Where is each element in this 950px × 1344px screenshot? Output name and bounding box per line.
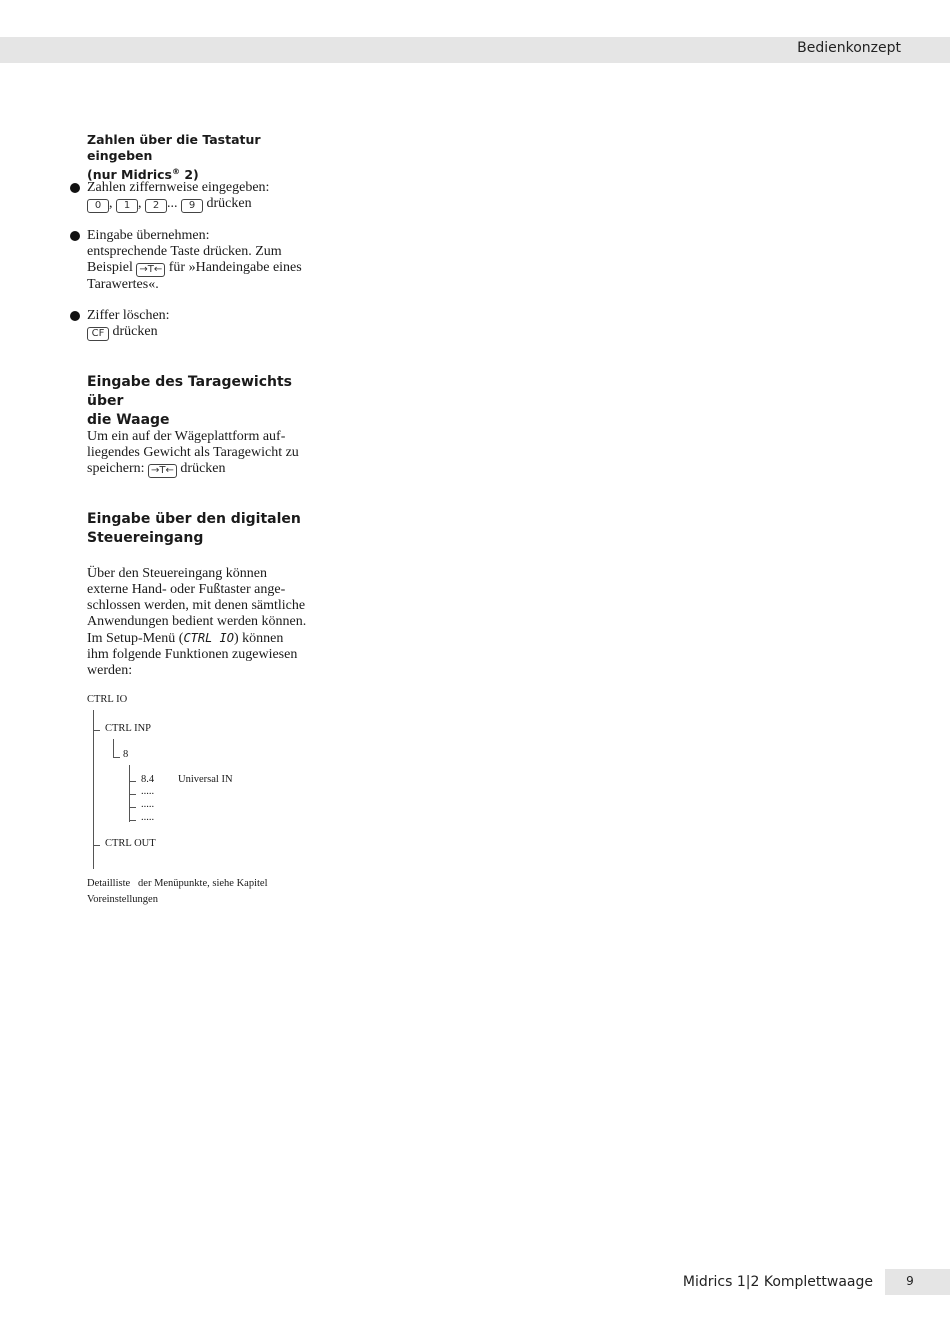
- section1-heading-line1: Zahlen über die Tastatur eingeben: [87, 132, 261, 163]
- bullet-digits-label: Zahlen ziffernweise eingegeben:: [87, 180, 270, 195]
- section3-body: Über den Steuereingang können externe Hand- oder Fußtaster ange- schlossen werden, mit denen sämtliche Anwendungen bedient werden können. Im Setup-Menü (CTRL IO) können ihm folgende Funktionen zugewiesen werden:: [87, 566, 307, 678]
- bullet-icon: [70, 311, 80, 321]
- tree-line: [113, 757, 120, 758]
- header-bar: [0, 37, 950, 63]
- tree-8: 8: [123, 749, 129, 760]
- tree-dots: .....: [141, 799, 155, 810]
- cf-key: CF: [87, 327, 109, 341]
- lcd-ctrl-io: CTRL IO: [183, 631, 235, 645]
- registered-mark: ®: [172, 167, 180, 176]
- header-title: Bedienkonzept: [797, 40, 901, 56]
- note: Detailliste der Menüpunkte, siehe Kapitel Voreinstellungen: [87, 878, 268, 905]
- tree-line: [129, 781, 136, 782]
- section1-heading-line2: (nur Midrics® 2): [87, 167, 199, 183]
- bullet-confirm: Eingabe übernehmen: entsprechende Taste drücken. Zum Beispiel →T← für »Handeingabe eines Tarawertes«.: [87, 228, 302, 292]
- page-number: 9: [906, 1274, 914, 1288]
- tree-line: [129, 794, 136, 795]
- tree-dots: .....: [141, 812, 155, 823]
- bullet-digits-keys: 0 , 1 , 2 ... 9 drücken: [87, 196, 327, 213]
- bullet-icon: [70, 183, 80, 193]
- section2-heading: Eingabe des Taragewichts über die Waage: [87, 374, 292, 428]
- key-0: 0: [87, 199, 109, 213]
- section3-heading: Eingabe über den digitalen Steuereingang: [87, 511, 301, 546]
- bullet-digits: [87, 180, 327, 213]
- tree-dots: .....: [141, 786, 155, 797]
- tree-ctrl-inp: CTRL INP: [105, 723, 151, 734]
- page-number-box: [885, 1269, 950, 1295]
- key-1: 1: [116, 199, 138, 213]
- tree-8-4: 8.4: [141, 774, 155, 785]
- tree-ctrl-out: CTRL OUT: [105, 838, 156, 849]
- section1-heading: [87, 132, 327, 183]
- tree-line: [113, 739, 114, 758]
- tree-line: [93, 845, 100, 846]
- bullet-icon: [70, 231, 80, 241]
- tree-line: [129, 820, 136, 821]
- tare-key: →T←: [148, 464, 177, 478]
- tree-line: [93, 730, 100, 731]
- key-2: 2: [145, 199, 167, 213]
- footer-title: Midrics 1|2 Komplettwaage: [682, 1274, 873, 1290]
- tree-8-4-desc: Universal IN: [178, 774, 233, 785]
- tree-root: CTRL IO: [87, 694, 128, 705]
- bullet-delete: Ziffer löschen: CF drücken: [87, 308, 170, 339]
- section2-body: Um ein auf der Wägeplattform auf- liegendes Gewicht als Taragewicht zu speichern: →T← drücken: [87, 429, 299, 476]
- tree-line: [129, 807, 136, 808]
- key-9: 9: [181, 199, 203, 213]
- tare-key: →T←: [136, 263, 165, 277]
